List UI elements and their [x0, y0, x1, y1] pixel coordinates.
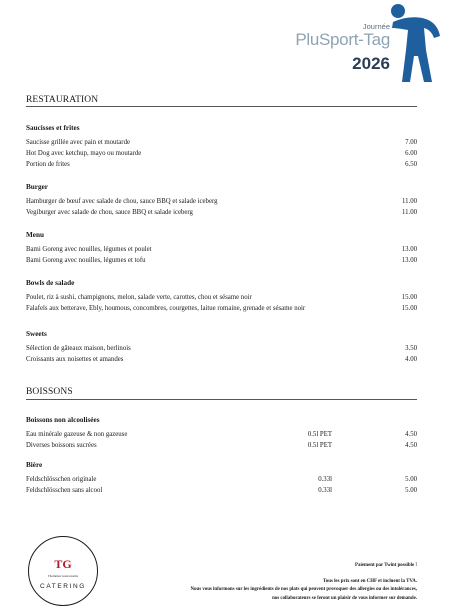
- item-name: Saucisse grillée avec pain et moutarde: [26, 139, 130, 146]
- category-title: Menu: [26, 231, 44, 239]
- item-price: 15.00: [401, 294, 417, 301]
- item-volume: 0.33l: [318, 487, 332, 494]
- section-divider: [26, 399, 417, 400]
- item-price: 4.00: [405, 356, 417, 363]
- item-name: Sélection de gâteaux maison, berlinois: [26, 345, 131, 352]
- item-price: 6.50: [405, 161, 417, 168]
- item-price: 13.00: [401, 257, 417, 264]
- item-volume: 0.5l PET: [307, 442, 332, 449]
- menu-item: [26, 294, 417, 304]
- payment-note: Paiement par Twint possible !: [355, 563, 417, 568]
- item-name: Eau minérale gazeuse & non gazeuse: [26, 431, 128, 438]
- caterer-logo: [28, 536, 98, 606]
- menu-item: [26, 246, 417, 256]
- caterer-name: CATERING: [40, 583, 86, 590]
- menu-item: [26, 487, 417, 497]
- item-price: 5.00: [405, 487, 417, 494]
- item-price: 3.50: [405, 345, 417, 352]
- item-price: 5.00: [405, 476, 417, 483]
- boissons-section-title: BOISSONS: [26, 387, 73, 397]
- person-stretching-icon: [388, 2, 444, 86]
- category-title: Saucisses et frites: [26, 124, 80, 132]
- category-title: Sweets: [26, 330, 47, 338]
- caterer-monogram: TG: [54, 557, 72, 571]
- category-title: Bowls de salade: [26, 279, 75, 287]
- item-name: Poulet, riz à sushi, champignons, melon, salade verte, carottes, chou et sésame noir: [26, 294, 252, 301]
- item-name: Feldschlösschen originale: [26, 476, 97, 483]
- menu-item: [26, 345, 417, 355]
- item-name: Croissants aux noisettes et amandes: [26, 356, 124, 363]
- item-price: 4.50: [405, 442, 417, 449]
- item-name: Feldschlösschen sans alcool: [26, 487, 103, 494]
- item-price: 11.00: [401, 209, 417, 216]
- menu-item: [26, 305, 417, 315]
- menu-item: [26, 476, 417, 486]
- item-price: 11.00: [401, 198, 417, 205]
- item-price: 6.00: [405, 150, 417, 157]
- item-name: Falafels aux betterave, Ebly, houmous, concombres, courgettes, laitue romaine, grenade et sésame noir: [26, 305, 306, 312]
- category-title: Burger: [26, 183, 48, 191]
- restauration-section-title: RESTAURATION: [26, 95, 99, 105]
- item-name: Vegiburger avec salade de chou, sauce BBQ et salade iceberg: [26, 209, 193, 216]
- menu-item: [26, 209, 417, 219]
- item-volume: 0.33l: [318, 476, 332, 483]
- logo-brand: PluSport-Tag: [295, 30, 390, 49]
- section-divider: [26, 106, 417, 107]
- item-volume: 0.5l PET: [307, 431, 332, 438]
- menu-item: [26, 150, 417, 160]
- menu-item: [26, 431, 417, 441]
- logo-year: 2026: [352, 54, 390, 73]
- menu-item: [26, 442, 417, 452]
- menu-item: [26, 356, 417, 366]
- item-price: 7.00: [405, 139, 417, 146]
- menu-item: [26, 257, 417, 267]
- item-price: 13.00: [401, 246, 417, 253]
- menu-item: [26, 198, 417, 208]
- logo-journee: Journée: [362, 22, 390, 31]
- caterer-subtitle: Thommen Gastronomie: [47, 574, 79, 578]
- item-name: Bami Goreng avec nouilles, légumes et tofu: [26, 257, 146, 264]
- item-name: Hamburger de bœuf avec salade de chou, sauce BBQ et salade iceberg: [26, 198, 218, 205]
- category-title: Boissons non alcoolisées: [26, 416, 100, 424]
- item-price: 15.00: [401, 305, 417, 312]
- category-title: Bière: [26, 461, 43, 469]
- prices-note: Tous les prix sont en CHF et incluent la TVA.: [322, 579, 417, 584]
- item-name: Portion de frites: [26, 161, 70, 168]
- item-name: Bami Goreng avec nouilles, légumes et poulet: [26, 246, 152, 253]
- item-name: Diverses boissons sucrées: [26, 442, 97, 449]
- plusport-logo: [280, 0, 450, 90]
- item-price: 4.50: [405, 431, 417, 438]
- allergens-note-line1: Nous vous informons sur les ingrédients de nos plats qui peuvent provoquer des allergies ou des intolérances,: [190, 587, 417, 592]
- allergens-note-line2: nos collaborateurs se feront un plaisir de vous informer sur demande.: [272, 596, 417, 601]
- menu-item: [26, 139, 417, 149]
- menu-item: [26, 161, 417, 171]
- item-name: Hot Dog avec ketchup, mayo ou moutarde: [26, 150, 142, 157]
